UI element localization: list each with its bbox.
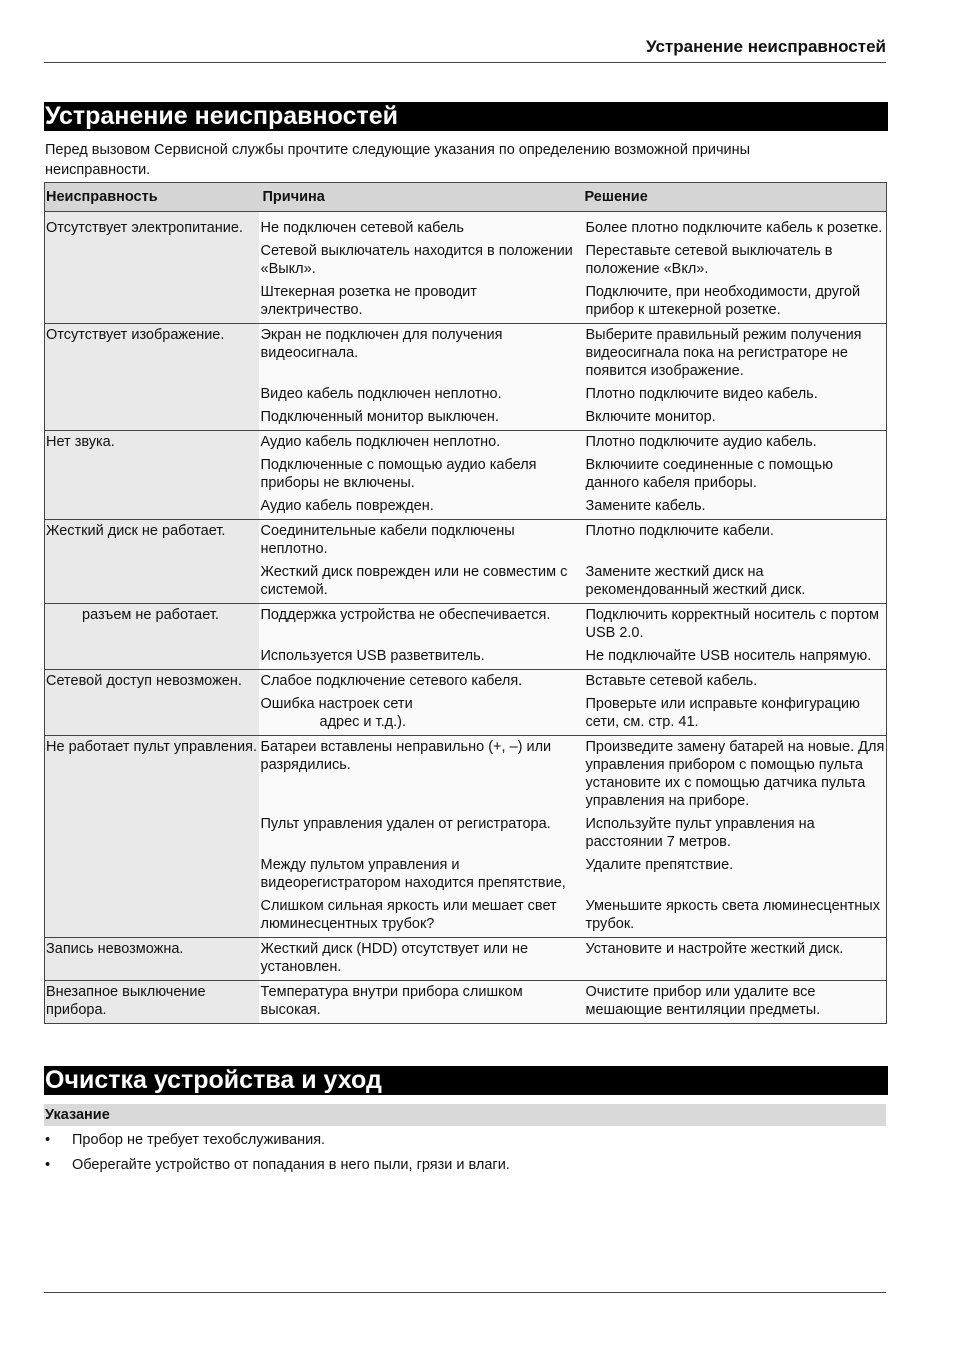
problem-cell: Запись невозможна. <box>45 938 259 981</box>
table-row <box>45 736 887 815</box>
cause-cell: Жесткий диск (HDD) отсутствует или не установлен. <box>259 938 581 981</box>
table-row <box>45 670 887 695</box>
cause-cell: Не подключен сетевой кабель <box>259 212 581 242</box>
solution-cell: Замените кабель. <box>581 496 887 520</box>
solution-cell: Подключить корректный носитель с портом USB 2.0. <box>581 604 887 647</box>
solution-cell: Удалите препятствие. <box>581 855 887 896</box>
cause-cell: Слабое подключение сетевого кабеля. <box>259 670 581 695</box>
cause-cell: Пульт управления удален от регистратора. <box>259 814 581 855</box>
solution-cell: Установите и настройте жесткий диск. <box>581 938 887 981</box>
cause-cell <box>259 694 581 736</box>
solution-cell: Замените жесткий диск на рекомендованный жесткий диск. <box>581 562 887 604</box>
problem-cell: Не работает пульт управления. <box>45 736 259 938</box>
problem-cell: Внезапное выключение прибора. <box>45 981 259 1024</box>
solution-cell: Включите монитор. <box>581 407 887 431</box>
cause-cell: Подключенный монитор выключен. <box>259 407 581 431</box>
problem-cell: Отсутствует электропитание. <box>45 212 259 324</box>
solution-cell: Более плотно подключите кабель к розетке. <box>581 212 887 242</box>
solution-cell: Проверьте или исправьте конфигурацию сети, см. стр. 41. <box>581 694 887 736</box>
solution-cell: Вставьте сетевой кабель. <box>581 670 887 695</box>
problem-cell: Сетевой доступ невозможен. <box>45 670 259 736</box>
list-item <box>44 1131 886 1149</box>
bullet-icon: • <box>45 1157 51 1173</box>
cause-cell: Сетевой выключатель находится в положении «Выкл». <box>259 241 581 282</box>
cause-cell: Жесткий диск поврежден или не совместим с системой. <box>259 562 581 604</box>
table-header-row <box>45 183 887 212</box>
cause-cell: Используется USB разветвитель. <box>259 646 581 670</box>
cause-cell: Экран не подключен для получения видеосигнала. <box>259 324 581 385</box>
cause-cell: Аудио кабель подключен неплотно. <box>259 431 581 456</box>
table-row <box>45 431 887 456</box>
bullet-icon: • <box>45 1132 51 1148</box>
header-divider <box>44 62 886 63</box>
problem-cell: Нет звука. <box>45 431 259 520</box>
problem-text: разъем не работает. <box>82 607 219 623</box>
solution-cell: Произведите замену батарей на новые. Для управления прибором с помощью пульта установите их с помощью датчика пульта управления на приборе. <box>581 736 887 815</box>
solution-cell: Плотно подключите аудио кабель. <box>581 431 887 456</box>
table-row <box>45 604 887 647</box>
cause-cell: Слишком сильная яркость или мешает свет люминесцентных трубок? <box>259 896 581 938</box>
solution-cell: Переставьте сетевой выключатель в положение «Вкл». <box>581 241 887 282</box>
column-header-solution: Решение <box>581 183 887 212</box>
solution-cell: Плотно подключите видео кабель. <box>581 384 887 407</box>
cause-cell: Видео кабель подключен неплотно. <box>259 384 581 407</box>
table-row <box>45 981 887 1024</box>
troubleshooting-table <box>44 182 887 1024</box>
running-header-title: Устранение неисправностей <box>645 37 886 56</box>
solution-cell: Не подключайте USB носитель напрямую. <box>581 646 887 670</box>
column-header-problem: Неисправность <box>45 183 259 212</box>
cause-cell: Температура внутри прибора слишком высокая. <box>259 981 581 1024</box>
intro-paragraph: Перед вызовом Сервисной службы прочтите следующие указания по определению возможной причины неисправности. <box>45 142 751 178</box>
table-row <box>45 324 887 385</box>
table-row <box>45 938 887 981</box>
column-header-cause: Причина <box>259 183 581 212</box>
solution-cell: Выберите правильный режим получения видеосигнала пока на регистраторе не появится изображение. <box>581 324 887 385</box>
cause-line: Ошибка настроек сети <box>260 696 413 712</box>
footer-divider <box>44 1292 886 1293</box>
list-item-text: Пробор не требует техобслуживания. <box>72 1132 326 1148</box>
solution-cell: Уменьшите яркость света люминесцентных трубок. <box>581 896 887 938</box>
cause-cell: Между пультом управления и видеорегистратором находится препятствие, <box>259 855 581 896</box>
note-list <box>44 1131 886 1181</box>
solution-cell: Очистите прибор или удалите все мешающие вентиляции предметы. <box>581 981 887 1024</box>
problem-cell <box>45 604 259 670</box>
cause-cell: Батареи вставлены неправильно (+, –) или разрядились. <box>259 736 581 815</box>
section-title-cleaning: Очистка устройства и уход <box>44 1066 888 1095</box>
problem-cell: Отсутствует изображение. <box>45 324 259 431</box>
cause-cell: Подключенные с помощью аудио кабеля приборы не включены. <box>259 455 581 496</box>
solution-cell: Плотно подключите кабели. <box>581 520 887 563</box>
solution-cell: Используйте пульт управления на расстоянии 7 метров. <box>581 814 887 855</box>
solution-cell: Подключите, при необходимости, другой прибор к штекерной розетке. <box>581 282 887 324</box>
list-item-text: Оберегайте устройство от попадания в него пыли, грязи и влаги. <box>72 1157 510 1173</box>
cause-line: адрес и т.д.). <box>319 714 406 730</box>
table-row <box>45 520 887 563</box>
solution-cell: Включиите соединенные с помощью данного кабеля приборы. <box>581 455 887 496</box>
problem-cell: Жесткий диск не работает. <box>45 520 259 604</box>
list-item <box>44 1156 886 1174</box>
section-title-troubleshooting: Устранение неисправностей <box>44 102 888 131</box>
cause-cell: Соединительные кабели подключены неплотно. <box>259 520 581 563</box>
cause-cell: Поддержка устройства не обеспечивается. <box>259 604 581 647</box>
table-row <box>45 212 887 242</box>
cause-cell: Штекерная розетка не проводит электричество. <box>259 282 581 324</box>
cause-cell: Аудио кабель поврежден. <box>259 496 581 520</box>
note-heading: Указание <box>44 1104 886 1126</box>
